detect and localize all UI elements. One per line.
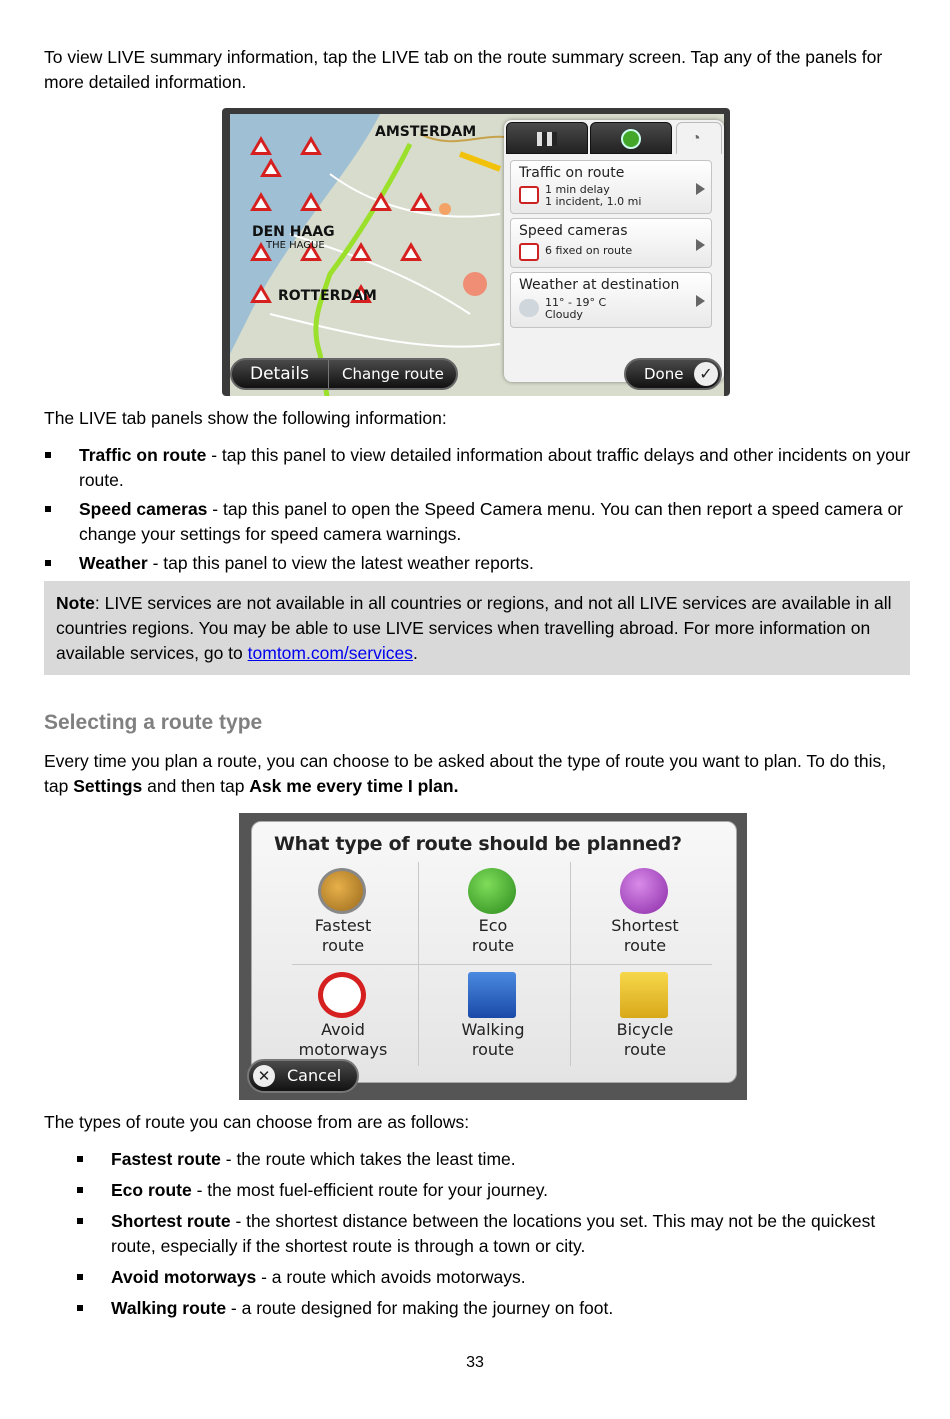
panel-title: Weather at destination bbox=[519, 277, 680, 293]
traffic-warning-icon bbox=[300, 192, 322, 211]
details-change-route-bar bbox=[230, 358, 458, 390]
close-icon: ✕ bbox=[253, 1065, 275, 1087]
stopwatch-icon bbox=[318, 868, 366, 914]
list-item-text: - tap this panel to view the latest weather reports. bbox=[147, 553, 534, 573]
bullet-square-icon bbox=[77, 1305, 83, 1311]
list-item bbox=[111, 1265, 911, 1290]
option-label bbox=[570, 1020, 720, 1060]
route-types-list bbox=[111, 1147, 911, 1327]
note-end: . bbox=[412, 643, 418, 663]
panel-detail: 1 incident, 1.0 mi bbox=[545, 195, 642, 208]
list-item-term: Traffic on route bbox=[79, 445, 207, 465]
traffic-on-route-panel[interactable] bbox=[510, 160, 712, 214]
clock-icon bbox=[621, 129, 641, 149]
list-item-text: - tap this panel to view detailed information about traffic delays and other incidents on your route. bbox=[79, 445, 911, 490]
option-label-line: Avoid bbox=[321, 1020, 365, 1039]
traffic-warning-icon bbox=[350, 242, 372, 261]
bullet-square-icon bbox=[45, 560, 51, 566]
cancel-button[interactable] bbox=[247, 1059, 359, 1093]
bicycle-icon bbox=[620, 972, 668, 1018]
list-item bbox=[111, 1296, 911, 1321]
live-summary-screenshot bbox=[222, 108, 730, 396]
arrow-right-icon bbox=[696, 183, 705, 195]
summary-tabs bbox=[504, 120, 724, 154]
weather-panel[interactable] bbox=[510, 272, 712, 328]
option-label-line: Shortest bbox=[611, 916, 679, 935]
intro-paragraph: To view LIVE summary information, tap the LIVE tab on the route summary screen. Tap any of the panels for more detailed information. bbox=[44, 47, 883, 92]
list-item bbox=[111, 1178, 911, 1203]
list-item-term: Walking route bbox=[111, 1298, 227, 1318]
live-signal-icon: ◔ bbox=[691, 130, 701, 147]
bullet-square-icon bbox=[77, 1218, 83, 1224]
checkmark-icon: ✓ bbox=[694, 362, 718, 386]
option-label-line: Bicycle bbox=[616, 1020, 674, 1039]
route-type-paragraph bbox=[44, 749, 914, 799]
traffic-warning-icon bbox=[400, 242, 422, 261]
section-heading: Selecting a route type bbox=[44, 711, 263, 734]
dialog-title: What type of route should be planned? bbox=[274, 833, 682, 855]
list-item-term: Shortest route bbox=[111, 1211, 231, 1231]
avoid-motorways-option[interactable] bbox=[268, 966, 418, 1068]
bullet-square-icon bbox=[77, 1187, 83, 1193]
route-type-screenshot bbox=[239, 813, 747, 1100]
types-intro-paragraph: The types of route you can choose from are as follows: bbox=[44, 1112, 470, 1132]
button-divider bbox=[328, 360, 329, 388]
option-label bbox=[418, 1020, 568, 1060]
list-item-text: - tap this panel to open the Speed Camera menu. You can then report a speed camera or change your settings for speed camera warnings. bbox=[79, 499, 904, 544]
live-panel bbox=[504, 120, 724, 382]
eco-route-option[interactable] bbox=[418, 862, 568, 964]
panel-detail: Cloudy bbox=[545, 308, 583, 321]
traffic-car-icon bbox=[519, 186, 539, 204]
panel-title: Speed cameras bbox=[519, 223, 628, 239]
option-label-line: Eco bbox=[478, 916, 508, 935]
list-item bbox=[111, 1209, 911, 1259]
option-label-line: motorways bbox=[298, 1040, 388, 1059]
eco-gauge-icon bbox=[468, 868, 516, 914]
note-label: Note bbox=[56, 593, 95, 613]
list-item-term: Speed cameras bbox=[79, 499, 208, 519]
grid-divider bbox=[292, 964, 712, 965]
map-city-label: ROTTERDAM bbox=[278, 288, 377, 304]
arrow-right-icon bbox=[696, 295, 705, 307]
traffic-warning-icon bbox=[410, 192, 432, 211]
cloud-icon bbox=[519, 299, 539, 317]
option-label bbox=[268, 916, 418, 956]
services-link[interactable]: tomtom.com/services bbox=[247, 643, 413, 663]
option-label bbox=[268, 1020, 418, 1060]
panel-detail: 11° - 19° C bbox=[545, 296, 607, 309]
traffic-warning-icon bbox=[250, 136, 272, 155]
no-motorway-icon bbox=[318, 972, 366, 1018]
checkered-flag-icon bbox=[537, 132, 557, 146]
tab-live[interactable] bbox=[676, 122, 722, 154]
option-label-line: route bbox=[321, 936, 365, 955]
bullet-square-icon bbox=[77, 1156, 83, 1162]
option-label-line: Fastest bbox=[314, 916, 372, 935]
note-text: : LIVE services are not available in all countries or regions, and not all LIVE services are available in all countries regions. You may be able to use LIVE services when travelling abroad. For more information on available services, go to bbox=[56, 593, 892, 663]
list-item-term: Fastest route bbox=[111, 1149, 221, 1169]
walking-route-option[interactable] bbox=[418, 966, 568, 1068]
details-button[interactable]: Details bbox=[250, 364, 309, 384]
traffic-warning-icon bbox=[260, 158, 282, 177]
list-item-text: - a route designed for making the journey on foot. bbox=[226, 1298, 614, 1318]
shortest-arrow-icon bbox=[620, 868, 668, 914]
map-city-label: THE HAGUE bbox=[266, 240, 325, 251]
traffic-warning-icon bbox=[250, 284, 272, 303]
bullet-square-icon bbox=[45, 506, 51, 512]
live-intro-paragraph: The LIVE tab panels show the following information: bbox=[44, 408, 447, 428]
traffic-warning-icon bbox=[300, 136, 322, 155]
note-box bbox=[44, 581, 910, 675]
list-item-text: - the route which takes the least time. bbox=[220, 1149, 516, 1169]
list-item-text: - the most fuel-efficient route for your journey. bbox=[191, 1180, 549, 1200]
speed-camera-icon bbox=[519, 243, 539, 261]
option-label-line: route bbox=[471, 936, 515, 955]
list-item-term: Weather bbox=[79, 553, 148, 573]
map-city-label: AMSTERDAM bbox=[375, 124, 477, 140]
page-number: 33 bbox=[466, 1354, 484, 1371]
route-type-dialog bbox=[251, 821, 737, 1083]
fastest-route-option[interactable] bbox=[268, 862, 418, 964]
done-label: Done bbox=[644, 365, 684, 383]
tab-route-summary[interactable] bbox=[506, 122, 588, 154]
settings-term: Settings bbox=[73, 776, 143, 796]
traffic-warning-icon bbox=[370, 192, 392, 211]
list-item bbox=[79, 551, 915, 576]
panel-title: Traffic on route bbox=[519, 165, 625, 181]
speed-cameras-panel[interactable] bbox=[510, 218, 712, 268]
list-item-term: Eco route bbox=[111, 1180, 192, 1200]
option-label bbox=[418, 916, 568, 956]
bullet-square-icon bbox=[77, 1274, 83, 1280]
panel-detail: 1 min delay bbox=[545, 183, 610, 196]
done-button[interactable] bbox=[624, 358, 722, 390]
ask-me-term: Ask me every time I plan. bbox=[249, 776, 459, 796]
shortest-route-option[interactable] bbox=[570, 862, 720, 964]
option-label-line: Walking bbox=[461, 1020, 525, 1039]
list-item-term: Avoid motorways bbox=[111, 1267, 257, 1287]
panel-detail: 6 fixed on route bbox=[545, 244, 633, 257]
change-route-button[interactable]: Change route bbox=[342, 365, 444, 383]
option-label-line: route bbox=[471, 1040, 515, 1059]
bicycle-route-option[interactable] bbox=[570, 966, 720, 1068]
list-item-text: - the shortest distance between the locations you set. This may not be the quickest route, especially if the shortest route is through a town or city. bbox=[111, 1211, 876, 1256]
list-item-text: - a route which avoids motorways. bbox=[256, 1267, 526, 1287]
list-item bbox=[111, 1147, 911, 1172]
option-label-line: route bbox=[623, 936, 667, 955]
traffic-warning-icon bbox=[250, 192, 272, 211]
live-panels-list bbox=[79, 443, 915, 580]
option-label-line: route bbox=[623, 1040, 667, 1059]
paragraph-text: Every time you plan a route, you can choose to be asked about the type of route you want to plan. To do this, tap bbox=[44, 751, 887, 796]
cancel-label: Cancel bbox=[287, 1066, 342, 1085]
paragraph-text: and then tap bbox=[142, 776, 250, 796]
pedestrian-icon bbox=[468, 972, 516, 1018]
list-item bbox=[79, 443, 915, 493]
map-city-label: DEN HAAG bbox=[252, 224, 335, 240]
bullet-square-icon bbox=[45, 452, 51, 458]
tab-time[interactable] bbox=[590, 122, 672, 154]
list-item bbox=[79, 497, 915, 547]
option-label bbox=[570, 916, 720, 956]
arrow-right-icon bbox=[696, 239, 705, 251]
